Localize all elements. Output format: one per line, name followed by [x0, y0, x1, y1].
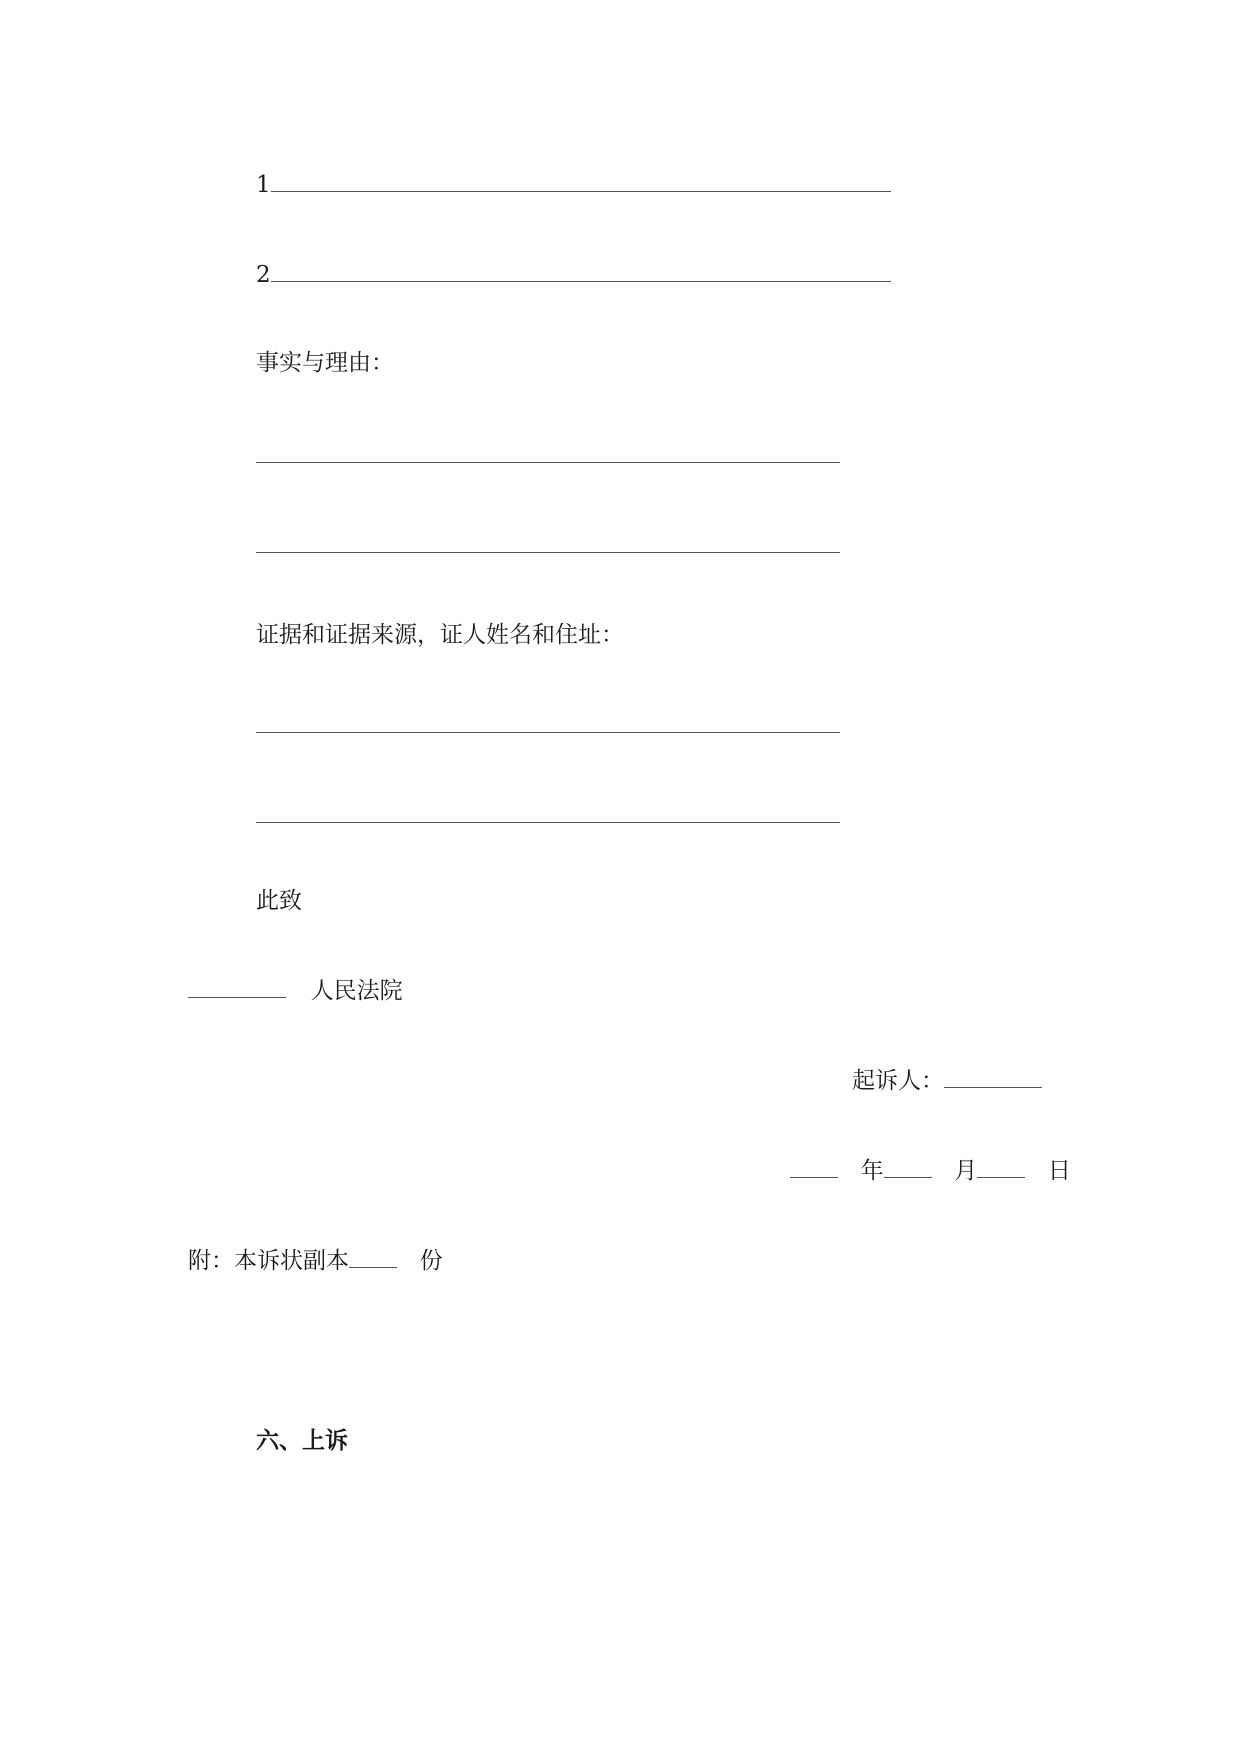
item-1-blank	[271, 173, 891, 192]
court-name-blank	[188, 979, 286, 998]
copies-blank	[349, 1249, 397, 1268]
item-2-row	[256, 260, 891, 290]
evidence-blank-line-1	[256, 732, 840, 733]
item-2-number: 2	[256, 262, 271, 288]
facts-blank-line-2	[256, 552, 840, 553]
appendix-row	[188, 1246, 443, 1276]
evidence-blank-line-2	[256, 822, 840, 823]
appendix-suffix: 份	[419, 1248, 443, 1274]
day-blank	[977, 1159, 1025, 1178]
month-label: 月	[954, 1158, 978, 1184]
plaintiff-row	[852, 1066, 1042, 1096]
day-label: 日	[1047, 1158, 1071, 1184]
item-1-row	[256, 170, 891, 200]
year-label: 年	[860, 1158, 884, 1184]
facts-heading: 事实与理由：	[256, 350, 394, 376]
plaintiff-label: 起诉人：	[852, 1068, 944, 1094]
court-suffix: 人民法院	[310, 978, 403, 1004]
court-row	[188, 976, 403, 1006]
section-heading: 六、上诉	[256, 1427, 348, 1454]
plaintiff-name-blank	[944, 1069, 1042, 1088]
year-blank	[790, 1159, 838, 1178]
month-blank	[884, 1159, 932, 1178]
date-row	[790, 1156, 1071, 1186]
evidence-heading: 证据和证据来源，证人姓名和住址：	[256, 622, 624, 648]
item-1-number: 1	[256, 172, 271, 198]
salutation: 此致	[256, 888, 302, 914]
facts-blank-line-1	[256, 462, 840, 463]
appendix-prefix: 附：本诉状副本	[188, 1248, 349, 1274]
item-2-blank	[271, 263, 891, 282]
